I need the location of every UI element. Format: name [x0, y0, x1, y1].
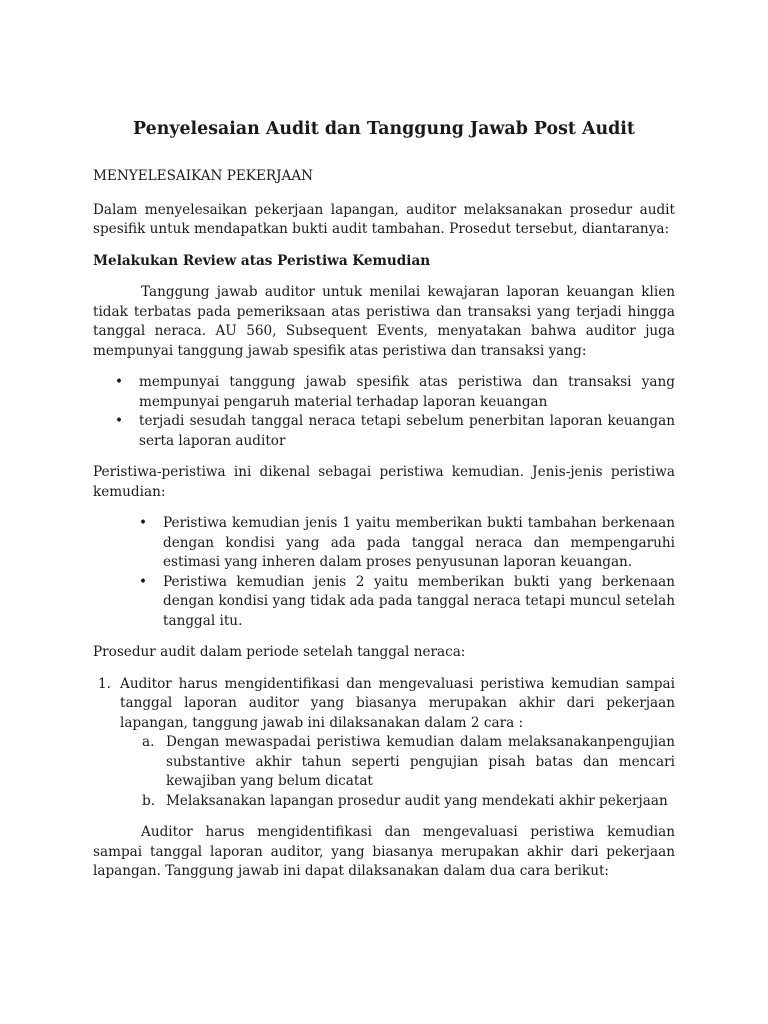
- bullet-icon: •: [115, 413, 124, 429]
- list-item: [93, 573, 675, 632]
- sub-list: [120, 733, 675, 811]
- bullet-icon: •: [115, 374, 124, 390]
- closing-paragraph: Auditor harus mengidentifikasi dan mengevaluasi peristiwa kemudian sampai tanggal laporan auditor, yang biasanya merupakan akhir dari pekerjaan lapangan. Tanggung jawab ini dapat dilaksanakan dalam dua cara berikut:: [93, 824, 675, 879]
- letter-marker: b.: [142, 792, 156, 809]
- list-item-text: Peristiwa kemudian jenis 1 yaitu memberikan bukti tambahan berkenaan dengan kondisi yang ada pada tanggal neraca dan mempengaruhi estimasi yang inheren dalam proses penyusunan laporan keuangan.: [163, 515, 675, 570]
- sub-list-item-text: Dengan mewaspadai peristiwa kemudian dalam melaksanakanpengujian substantive akhir tahun seperti pengujian pisah batas dan mencari kewajiban yang belum dicatat: [166, 734, 675, 789]
- subheading-review: Melakukan Review atas Peristiwa Kemudian: [93, 252, 431, 269]
- sub-list-item: [120, 792, 675, 812]
- events-paragraph: Peristiwa-peristiwa ini dikenal sebagai peristiwa kemudian. Jenis-jenis peristiwa kemudian:: [93, 464, 675, 500]
- procedure-intro: Prosedur audit dalam periode setelah tanggal neraca:: [93, 644, 466, 660]
- numbered-item-text: Auditor harus mengidentifikasi dan mengevaluasi peristiwa kemudian sampai tanggal laporan auditor yang biasanya merupakan akhir dari pekerjaan lapangan, tanggung jawab ini dilaksanakan dalam 2 cara :: [120, 675, 675, 731]
- document-title: Penyelesaian Audit dan Tanggung Jawab Post Audit: [133, 119, 635, 139]
- review-paragraph: Tanggung jawab auditor untuk menilai kewajaran laporan keuangan klien tidak terbatas pada pemeriksaan atas peristiwa dan transaksi yang terjadi hingga tanggal neraca. AU 560, Subsequent Events, menyatakan bahwa auditor juga mempunyai tanggung jawab spesifik atas peristiwa dan transaksi yang:: [93, 284, 675, 359]
- numbered-list: [93, 675, 675, 812]
- intro-paragraph: Dalam menyelesaikan pekerjaan lapangan, auditor melaksanakan prosedur audit spesifik untuk mendapatkan bukti audit tambahan. Prosedut tersebut, diantaranya:: [93, 201, 675, 237]
- number-marker: 1.: [98, 675, 111, 692]
- list-item: [93, 373, 675, 412]
- sub-list-item: [120, 733, 675, 792]
- bullet-list-2: [93, 514, 675, 631]
- letter-marker: a.: [142, 734, 155, 750]
- list-item-text: Peristiwa kemudian jenis 2 yaitu memberikan bukti yang berkenaan dengan kondisi yang tidak ada pada tanggal neraca tetapi muncul setelah tanggal itu.: [163, 573, 675, 629]
- numbered-item: [93, 675, 675, 812]
- bullet-icon: •: [139, 573, 148, 590]
- list-item: [93, 514, 675, 573]
- document-body: [93, 117, 675, 894]
- list-item: [93, 412, 675, 451]
- bullet-list-1: [93, 373, 675, 451]
- section-heading: MENYELESAIKAN PEKERJAAN: [93, 168, 314, 184]
- list-item-text: terjadi sesudah tanggal neraca tetapi sebelum penerbitan laporan keuangan serta laporan auditor: [139, 413, 675, 449]
- list-item-text: mempunyai tanggung jawab spesifik atas peristiwa dan transaksi yang mempunyai pengaruh material terhadap laporan keuangan: [139, 374, 675, 410]
- sub-list-item-text: Melaksanakan lapangan prosedur audit yang mendekati akhir pekerjaan: [166, 792, 668, 809]
- bullet-icon: •: [139, 515, 148, 531]
